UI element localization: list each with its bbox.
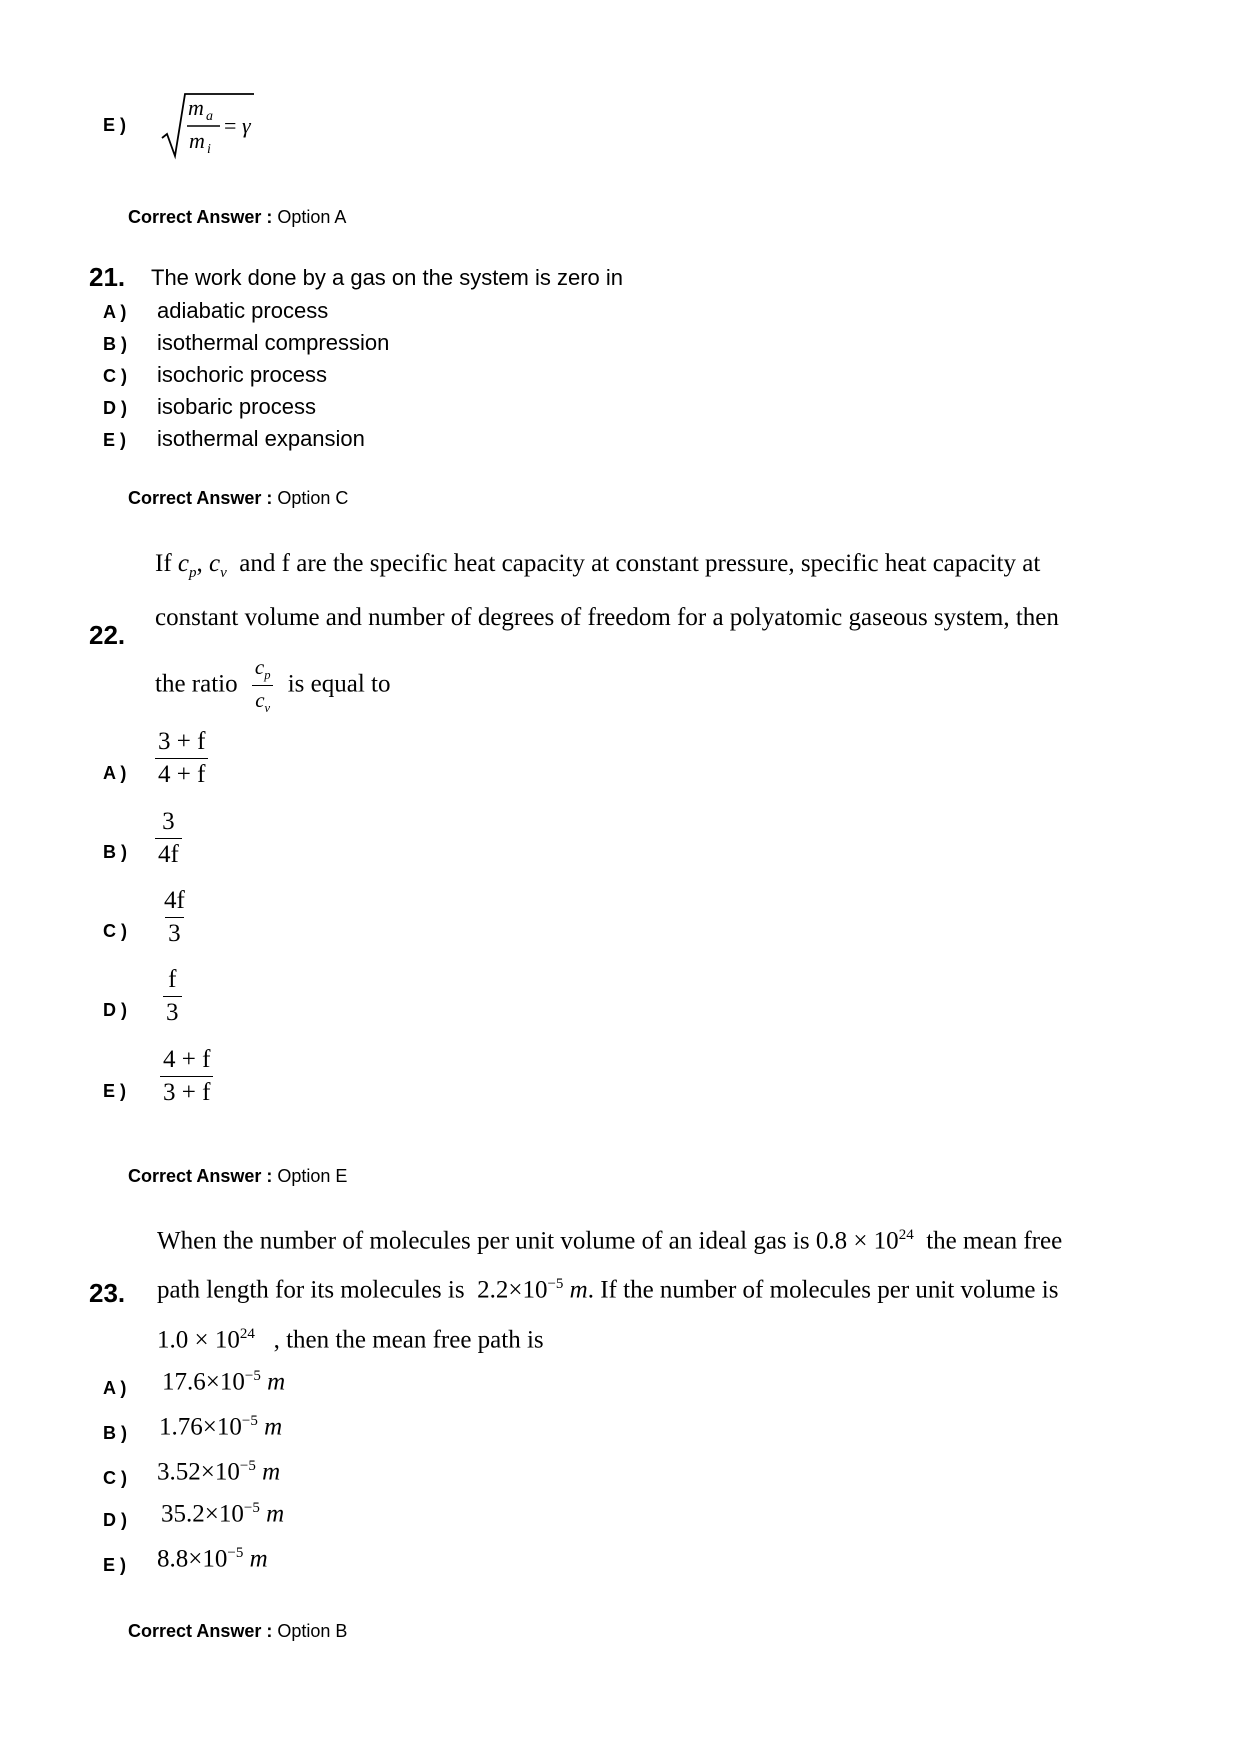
q23-number: 23. xyxy=(89,1278,126,1308)
cp-symbol: $c_p$ xyxy=(177,550,197,581)
q23-option-b-label: B ) xyxy=(103,1423,127,1443)
q21-option-a-label: A ) xyxy=(103,302,127,322)
unit: m xyxy=(264,1413,283,1441)
q22-option-e-label: E ) xyxy=(103,1081,127,1101)
mantissa: 17.6×10 xyxy=(162,1368,245,1396)
exponent: −5 xyxy=(547,1276,564,1292)
exponent: −5 xyxy=(243,1500,260,1516)
svg-text:a: a xyxy=(206,109,213,124)
mantissa: 3.52×10 xyxy=(157,1458,240,1486)
fraction-denominator: 3 + f xyxy=(160,1076,213,1107)
fraction-denominator: 3 xyxy=(165,917,184,948)
q22-option-c-fraction xyxy=(161,887,188,948)
answer-value: Option E xyxy=(277,1166,348,1186)
exponent: −5 xyxy=(239,1458,256,1474)
mantissa: 1.76×10 xyxy=(159,1413,242,1441)
answer-label: Correct Answer : xyxy=(128,1166,273,1186)
q21-option-e-label: E ) xyxy=(103,430,127,450)
q23-correct-answer xyxy=(128,1621,347,1642)
q21-option-d-text: isobaric process xyxy=(157,394,316,419)
svg-text:=: = xyxy=(224,113,237,138)
q22-line-1-rest: and f are the specific heat capacity at constant pressure, specific heat capacity at xyxy=(239,550,1041,577)
q21-option-b-label: B ) xyxy=(103,334,127,354)
q21-option-d-label: D ) xyxy=(103,398,127,418)
q22-correct-answer xyxy=(128,1166,347,1187)
answer-label: Correct Answer : xyxy=(128,488,273,508)
q23-option-d-value xyxy=(161,1500,284,1528)
q21-option-c-text: isochoric process xyxy=(157,362,327,387)
q21-option-b-text: isothermal compression xyxy=(157,330,390,355)
answer-label: Correct Answer : xyxy=(128,207,273,227)
svg-text:γ: γ xyxy=(242,113,251,138)
svg-text:i: i xyxy=(207,142,211,157)
answer-value: Option B xyxy=(277,1621,348,1641)
fraction-numerator: 3 xyxy=(162,808,175,835)
q23-line-1-pre: When the number of molecules per unit volume of an ideal gas is 0.8 × 10 xyxy=(157,1227,899,1255)
q22-option-c-label: C ) xyxy=(103,921,127,941)
fraction-numerator: 3 + f xyxy=(158,728,206,755)
q23-line-3-value: 1.0 × 10 xyxy=(157,1326,240,1354)
fraction-numerator: 4 + f xyxy=(163,1046,211,1073)
exponent: −5 xyxy=(244,1368,261,1384)
fraction-numerator: f xyxy=(168,966,177,993)
q23-line-2-post: . If the number of molecules per unit volume is xyxy=(587,1276,1059,1304)
q22-number: 22. xyxy=(89,620,126,650)
fraction-denominator: 4f xyxy=(155,838,182,869)
q21-question-text: The work done by a gas on the system is zero in xyxy=(151,265,624,290)
fraction-denominator: 4 + f xyxy=(155,758,208,789)
q22-option-b-label: B ) xyxy=(103,842,127,862)
q21-correct-answer xyxy=(128,488,348,509)
q21-option-e-text: isothermal expansion xyxy=(157,426,365,451)
q22-line-3-pre: the ratio xyxy=(155,670,238,698)
q22-if-word: If xyxy=(155,550,172,577)
answer-value: Option C xyxy=(277,488,349,508)
fraction-denominator: 3 xyxy=(163,996,182,1027)
exponent: −5 xyxy=(227,1545,244,1561)
q22-option-a-label: A ) xyxy=(103,763,127,783)
q20-option-e-label: E ) xyxy=(103,115,127,135)
q23-option-b-value xyxy=(159,1413,282,1441)
svg-text:m: m xyxy=(189,128,205,153)
q22-line-1: If $c_p$, $c_v$ and f are the specific heat capacity at constant pressure, specific heat capacity at xyxy=(155,550,1041,581)
mantissa: 35.2×10 xyxy=(161,1500,244,1528)
exponent: −5 xyxy=(241,1413,258,1429)
cp-over-cv-fraction: $\frac{c_p}{c_v}$ xyxy=(252,655,274,716)
q23-line-2 xyxy=(157,1276,1058,1304)
q23-option-c-value xyxy=(157,1458,280,1486)
q23-line-3 xyxy=(157,1326,544,1354)
unit-m: m xyxy=(569,1276,588,1304)
q20-option-e-formula xyxy=(158,90,268,167)
q22-option-e-fraction xyxy=(160,1046,213,1107)
svg-text:m: m xyxy=(188,95,204,120)
q22-line-3-post: is equal to xyxy=(287,670,391,698)
sqrt-ratio-formula xyxy=(158,90,268,162)
unit: m xyxy=(249,1545,268,1573)
q22-option-d-label: D ) xyxy=(103,1000,127,1020)
q23-line-2-value: 2.2×10 xyxy=(477,1276,548,1304)
q23-option-c-label: C ) xyxy=(103,1468,127,1488)
q23-option-e-value xyxy=(157,1545,268,1573)
exponent: 24 xyxy=(239,1326,255,1342)
unit: m xyxy=(266,1500,285,1528)
q20-correct-answer xyxy=(128,207,346,228)
answer-value: Option A xyxy=(277,207,347,227)
cv-symbol: $c_v$ xyxy=(209,550,227,581)
q22-line-3 xyxy=(155,655,391,716)
answer-label: Correct Answer : xyxy=(128,1621,273,1641)
unit: m xyxy=(267,1368,286,1396)
q23-line-2-pre: path length for its molecules is xyxy=(157,1276,465,1304)
q23-option-a-value xyxy=(162,1368,285,1396)
q23-line-3-post: , then the mean free path is xyxy=(273,1326,544,1354)
mantissa: 8.8×10 xyxy=(157,1545,228,1573)
q22-line-2: constant volume and number of degrees of freedom for a polyatomic gaseous system, then xyxy=(155,604,1059,631)
q23-line-1-post: the mean free xyxy=(926,1227,1063,1255)
fraction-numerator: 4f xyxy=(164,887,185,914)
unit: m xyxy=(262,1458,281,1486)
q23-line-1 xyxy=(157,1227,1062,1255)
q23-option-e-label: E ) xyxy=(103,1555,127,1575)
q21-number: 21. xyxy=(89,262,126,292)
q21-option-c-label: C ) xyxy=(103,366,127,386)
q23-option-d-label: D ) xyxy=(103,1510,127,1530)
q22-option-b-fraction xyxy=(155,808,182,869)
q21-option-a-text: adiabatic process xyxy=(157,298,329,323)
q23-option-a-label: A ) xyxy=(103,1378,127,1398)
exponent: 24 xyxy=(898,1227,914,1243)
q22-option-d-fraction xyxy=(163,966,182,1027)
q22-option-a-fraction xyxy=(155,728,208,789)
